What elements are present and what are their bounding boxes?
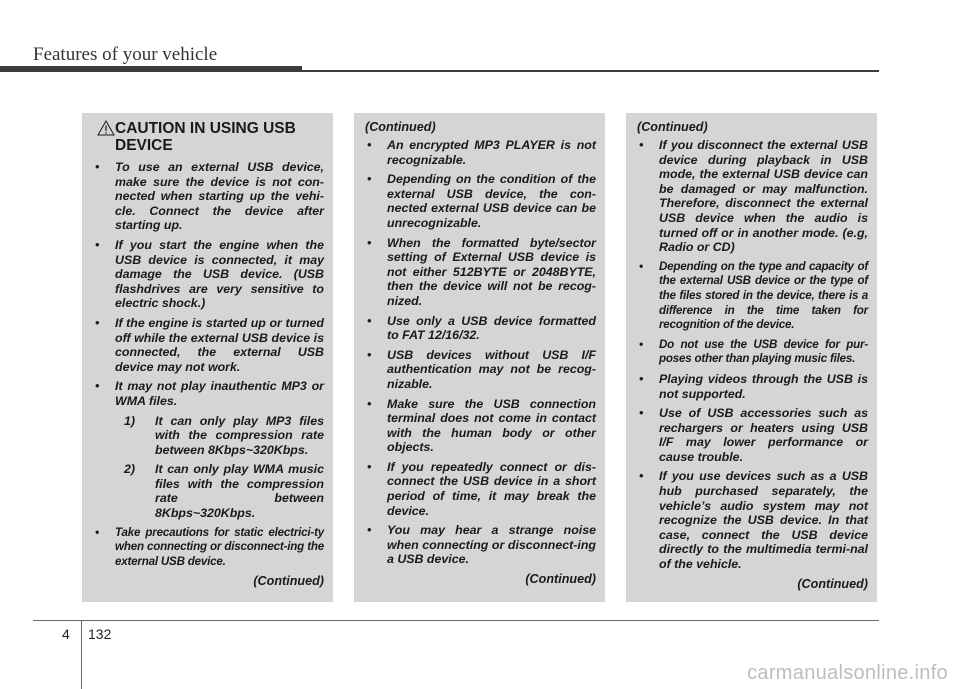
caution-box bbox=[82, 113, 333, 602]
caution-heading bbox=[93, 120, 324, 154]
list-item: • To use an external USB device, make sure the device is not con-nected when starting up the vehi-cle. Connect the device after starting up. bbox=[95, 160, 324, 233]
sub-list-item: 2) It can only play WMA music files with the compression rate between 8Kbps~320Kbps. bbox=[124, 462, 324, 521]
continued-label: (Continued) bbox=[797, 576, 868, 591]
watermark: carmanualsonline.info bbox=[747, 662, 948, 684]
list-item: • If the engine is started up or turned off while the external USB device is connected, the external USB device may not work. bbox=[95, 315, 324, 374]
list-item: • When the formatted byte/sector setting of External USB device is not either 512BYTE or 2048BYTE, then the device will not be recog-nized. bbox=[367, 235, 596, 308]
continued-label: (Continued) bbox=[253, 574, 324, 589]
header-rule-thin bbox=[302, 70, 879, 72]
warning-triangle-icon bbox=[97, 120, 115, 136]
list-item: • If you use devices such as a USB hub purchased separately, the vehicle’s audio system may not recognize the USB device. In that case, connect the USB device directly to the multimedia termi-nal of the vehicle. bbox=[639, 469, 868, 572]
page-header: Features of your vehicle bbox=[33, 44, 218, 65]
chapter-number: 4 bbox=[62, 626, 70, 642]
list-item: • If you start the engine when the USB device is connected, it may damage the USB device. (USB flashdrives are very sensitive to electric shock.) bbox=[95, 237, 324, 311]
sub-list bbox=[115, 414, 324, 521]
list-item: • Playing videos through the USB is not supported. bbox=[639, 371, 868, 401]
header-rule-thick bbox=[0, 66, 302, 72]
list-item: • Depending on the type and capacity of the external USB device or the type of the files stored in the device, there is a difference in the time taken for recognition of the device. bbox=[639, 259, 868, 332]
list-item: • Take precautions for static electrici-ty when connecting or disconnect-ing the external USB device. bbox=[95, 525, 324, 568]
list-item: • Depending on the condition of the external USB device, the con-nected external USB device can be unrecognizable. bbox=[367, 172, 596, 230]
list-item: • USB devices without USB I/F authentication may not be recog-nizable. bbox=[367, 347, 596, 391]
caution-title: CAUTION IN USING USB DEVICE bbox=[115, 120, 296, 154]
caution-list bbox=[93, 160, 324, 569]
list-item: • An encrypted MP3 PLAYER is not recognizable. bbox=[367, 138, 596, 167]
list-item: • Make sure the USB connection terminal does not come in contact with the human body or other objects. bbox=[367, 396, 596, 455]
continued-heading: (Continued) bbox=[365, 120, 436, 134]
continued-box-3 bbox=[626, 113, 877, 602]
footer-divider bbox=[81, 621, 82, 689]
list-item: • Use of USB accessories such as rechargers or heaters using USB I/F may lower performance or cause trouble. bbox=[639, 406, 868, 464]
continued-heading: (Continued) bbox=[637, 120, 708, 134]
page-number: 132 bbox=[88, 626, 112, 642]
list-item: • You may hear a strange noise when connecting or disconnect-ing a USB device. bbox=[367, 523, 596, 567]
list-item: • It may not play inauthentic MP3 or WMA files. 1) It can only play MP3 files with the compression rate between 8Kbps~320Kbps. 2) It can only play WMA music files with the compression rate between 8Kbps~320Kbps. bbox=[95, 379, 324, 521]
sub-list-item: 1) It can only play MP3 files with the compression rate between 8Kbps~320Kbps. bbox=[124, 413, 324, 457]
list-item: • Use only a USB device formatted to FAT 12/16/32. bbox=[367, 313, 596, 343]
list-item: • If you repeatedly connect or dis-connect the USB device in a short period of time, it may break the device. bbox=[367, 459, 596, 518]
caution-list-3 bbox=[637, 138, 868, 572]
continued-label: (Continued) bbox=[525, 572, 596, 587]
continued-box-2 bbox=[354, 113, 605, 602]
caution-list-2 bbox=[365, 138, 596, 567]
list-item: • Do not use the USB device for pur-poses other than playing music files. bbox=[639, 337, 868, 366]
footer-rule bbox=[33, 620, 879, 621]
list-item: • If you disconnect the external USB device during playback in USB mode, the external USB device can be damaged or may malfunction. Therefore, disconnect the external USB device when the audio is turned off or in another mode. (e.g, Radio or CD) bbox=[639, 138, 868, 255]
